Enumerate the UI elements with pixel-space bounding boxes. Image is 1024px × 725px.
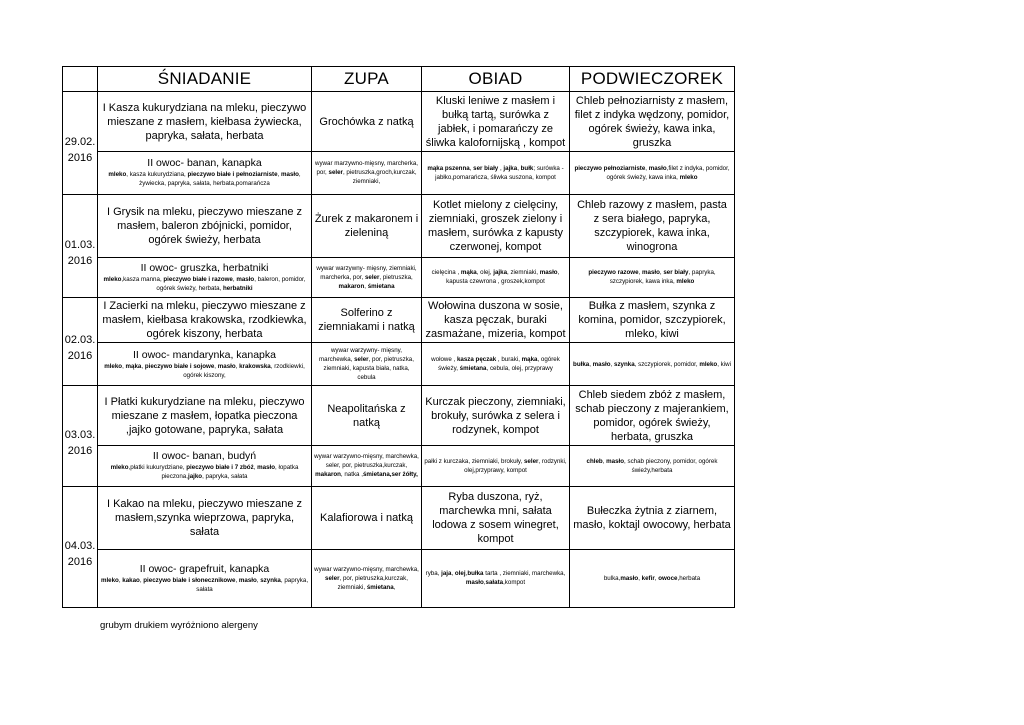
day-date: 02.03. — [64, 334, 96, 347]
header-blank — [63, 67, 98, 92]
snack-allergens: bulka,masło, kefir, owoce,herbata — [570, 549, 735, 607]
breakfast-allergen-cell — [98, 343, 312, 386]
day-date: 03.03. — [64, 428, 96, 441]
day-date-cell — [63, 92, 98, 195]
header-soup: ZUPA — [312, 67, 422, 92]
second-breakfast: II owoc- mandarynka, kanapka — [133, 348, 276, 361]
day-date-cell — [63, 297, 98, 386]
snack-cell: Chleb siedem zbóż z masłem, schab pieczony z majerankiem, pomidor, ogórek świeży, herbata, gruszka — [570, 386, 735, 446]
day-year: 2016 — [67, 254, 93, 267]
breakfast-cell: I Grysik na mleku, pieczywo mieszane z masłem, baleron zbójnicki, pomidor, ogórek świeży, herbata — [98, 194, 312, 257]
breakfast-allergens: mleko, kasza kukurydziana, pieczywo białe i pełnoziarniste, masło, żywiecka, papryka, sałata, herbata,pomarańcza — [108, 171, 301, 188]
menu-table — [62, 66, 735, 608]
breakfast-allergen-cell — [98, 549, 312, 607]
snack-allergens: pieczywo razowe, masło, ser biały, papryka, szczypiorek, kawa inka, mleko — [570, 257, 735, 297]
day-year: 2016 — [67, 444, 93, 457]
day-row — [63, 92, 735, 152]
breakfast-allergens: mleko, kakao, pieczywo białe i słonecznikowe, masło, szynka, papryka, sałata — [100, 576, 309, 593]
snack-allergens: bułka, masło, szynka, szczypiorek, pomidor, mleko, kiwi — [570, 343, 735, 386]
header-snack: PODWIECZOREK — [570, 67, 735, 92]
breakfast-allergens: mleko,kasza manna, pieczywo białe i razowe, masło, baleron, pomidor, ogórek świeży, herbata, herbatniki — [103, 275, 306, 292]
soup-allergens: wywar warzywno-mięsny, marchewka, seler, por, pietruszka,kurczak, makaron, natka ,śmietana,ser żółty, — [312, 446, 422, 487]
allergen-row — [63, 257, 735, 297]
day-year: 2016 — [67, 151, 93, 164]
second-breakfast: II owoc- banan, kanapka — [147, 157, 262, 170]
day-row — [63, 194, 735, 257]
soup-allergens: wywar warzywno-mięsny, marchewka, seler, por, pietruszka,kurczak, ziemniaki, śmietana, — [312, 549, 422, 607]
breakfast-allergen-cell — [98, 446, 312, 487]
dinner-allergens: cielęcina , mąka, olej, jajka, ziemniaki, masło, kapusta czewrona , groszek,kompot — [422, 257, 570, 297]
soup-cell: Grochówka z natką — [312, 92, 422, 152]
header-dinner: OBIAD — [422, 67, 570, 92]
day-date-cell — [63, 386, 98, 487]
day-year: 2016 — [67, 350, 93, 363]
dinner-cell: Kurczak pieczony, ziemniaki, brokuły, surówka z selera i rodzynek, kompot — [422, 386, 570, 446]
dinner-cell: Wołowina duszona w sosie, kasza pęczak, buraki zasmażane, mizeria, kompot — [422, 297, 570, 343]
soup-cell: Solferino z ziemniakami i natką — [312, 297, 422, 343]
breakfast-allergen-cell — [98, 257, 312, 297]
soup-allergens: wywar marzywno-mięsny, marcherka, por, seler, pietruszka,groch,kurczak, ziemniaki, — [312, 152, 422, 195]
day-date-cell — [63, 194, 98, 297]
day-year: 2016 — [67, 555, 93, 568]
dinner-cell: Kotlet mielony z cielęciny, ziemniaki, groszek zielony i masłem, surówka z kapusty czerwonej, kompot — [422, 194, 570, 257]
allergen-row — [63, 446, 735, 487]
dinner-allergens: ryba, jaja, olej,bułka tarta , ziemniaki, marchewka, masło,sałata,kompot — [422, 549, 570, 607]
day-row — [63, 486, 735, 549]
snack-cell: Bułka z masłem, szynka z komina, pomidor, szczypiorek, mleko, kiwi — [570, 297, 735, 343]
dinner-allergens: pałki z kurczaka, ziemniaki, brokuły, seler, rodzynki, olej,przyprawy, kompot — [422, 446, 570, 487]
soup-allergens: wywar warzywny- mięsny, marchewka, seler, por, pietruszka, ziemniaki, kapusta biała, natka, cebula — [312, 343, 422, 386]
dinner-cell: Ryba duszona, ryż, marchewka mni, sałata lodowa z sosem winegret, kompot — [422, 486, 570, 549]
snack-cell: Bułeczka żytnia z ziarnem, masło, koktajl owocowy, herbata — [570, 486, 735, 549]
soup-allergens: wywar warzywny- mięsny, ziemniaki, marcherka, por, seler, pietruszka, makaron, śmietana — [312, 257, 422, 297]
soup-cell: Żurek z makaronem i zieleniną — [312, 194, 422, 257]
dinner-allergens: wołowe , kasza pęczak , buraki, mąka, ogórek świeży, śmietana, cebula, olej, przyprawy — [422, 343, 570, 386]
breakfast-cell: I Płatki kukurydziane na mleku, pieczywo mieszane z masłem, łopatka pieczona ,jajko gotowane, papryka, sałata — [98, 386, 312, 446]
header-breakfast: ŚNIADANIE — [98, 67, 312, 92]
allergen-row — [63, 152, 735, 195]
day-row — [63, 297, 735, 343]
soup-cell: Neapolitańska z natką — [312, 386, 422, 446]
breakfast-allergens: mleko, mąka, pieczywo białe i sojowe, masło, krakowska, rzodkiewki, ogórek kiszony, — [104, 362, 305, 379]
allergen-row — [63, 343, 735, 386]
day-date: 29.02. — [64, 135, 96, 148]
snack-allergens: pieczywo pełnoziarniste, masło,filet z indyka, pomidor, ogórek świeży, kawa inka, mleko — [570, 152, 735, 195]
breakfast-cell: I Zacierki na mleku, pieczywo mieszane z masłem, kiełbasa krakowska, rzodkiewka, ogórek kiszony, herbata — [98, 297, 312, 343]
day-date-cell — [63, 486, 98, 607]
breakfast-cell: I Kakao na mleku, pieczywo mieszane z masłem,szynka wieprzowa, papryka, sałata — [98, 486, 312, 549]
snack-allergens: chleb, masło, schab pieczony, pomidor, ogórek świeży,herbata — [570, 446, 735, 487]
soup-cell: Kalafiorowa i natką — [312, 486, 422, 549]
breakfast-cell: I Kasza kukurydziana na mleku, pieczywo mieszane z masłem, kiełbasa żywiecka, papryka, sałata, herbata — [98, 92, 312, 152]
snack-cell: Chleb razowy z masłem, pasta z sera białego, papryka, szczypiorek, kawa inka, winogrona — [570, 194, 735, 257]
second-breakfast: II owoc- grapefruit, kanapka — [139, 562, 270, 575]
dinner-allergens: mąka pszenna, ser biały , jajka, bułk; surówka - jabłko,pomarańcza, śliwka suszona, kompot — [422, 152, 570, 195]
dinner-cell: Kluski leniwe z masłem i bułką tartą, surówka z jabłek, i pomarańczy ze śliwka kalofornijską , kompot — [422, 92, 570, 152]
day-date: 01.03. — [64, 238, 96, 251]
breakfast-allergens: mleko,płatki kukurydziane, pieczywo białe i 7 zbóż, masło, łopatka pieczona,jajko, papryka, sałata — [110, 464, 299, 481]
day-row — [63, 386, 735, 446]
header-row — [63, 67, 735, 92]
allergen-footnote: grubym drukiem wyróżniono alergeny — [100, 620, 258, 631]
breakfast-allergen-cell — [98, 152, 312, 195]
day-date: 04.03. — [64, 539, 96, 552]
allergen-row — [63, 549, 735, 607]
snack-cell: Chleb pełnoziarnisty z masłem, filet z indyka wędzony, pomidor, ogórek świeży, kawa inka, gruszka — [570, 92, 735, 152]
second-breakfast: II owoc- gruszka, herbatniki — [140, 261, 269, 274]
second-breakfast: II owoc- banan, budyń — [152, 450, 257, 463]
menu-body — [63, 92, 735, 608]
